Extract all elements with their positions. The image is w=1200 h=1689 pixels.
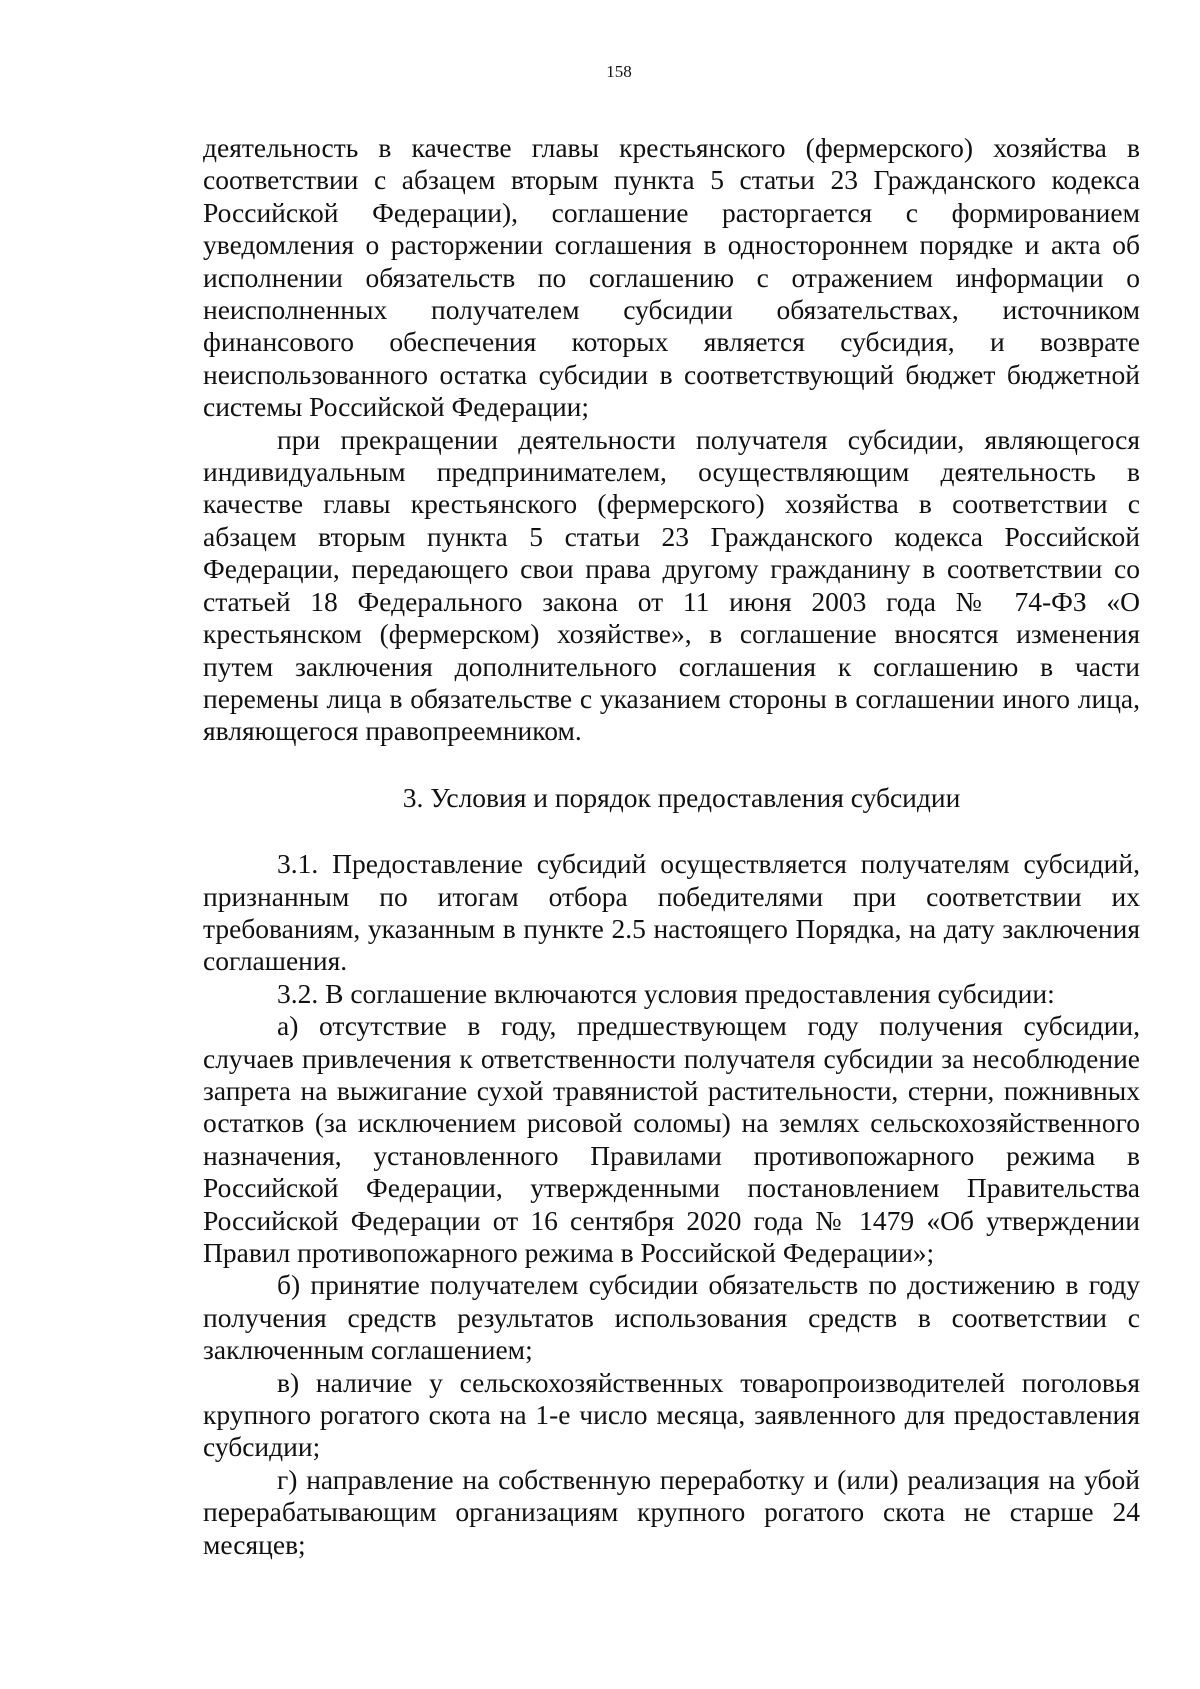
paragraph-condition-b: б) принятие получателем субсидии обязательств по достижению в году получения средств результатов использования средств в соответствии с заключенным соглашением; bbox=[203, 1269, 1140, 1366]
page-number: 158 bbox=[606, 62, 632, 81]
paragraph-condition-a: а) отсутствие в году, предшествующем году получения субсидии, случаев привлечения к ответственности получателя субсидии за несоблюдение запрета на выжигание сухой травянистой растительности, стерни, пожнивных остатков (за исключением рисовой соломы) на землях сельскохозяйственного назначения, установленного Правилами противопожарного режима в Российской Федерации, утвержденными постановлением Правительства Российской Федерации от 16 сентября 2020 года № 1479 «Об утверждении Правил противопожарного режима в Российской Федерации»; bbox=[203, 1010, 1140, 1268]
paragraph-3-1: 3.1. Предоставление субсидий осуществляется получателям субсидий, признанным по итогам отбора победителями при соответствии их требованиям, указанным в пункте 2.5 настоящего Порядка, на дату заключения соглашения. bbox=[203, 848, 1140, 977]
section-heading: 3. Условия и порядок предоставления субсидии bbox=[402, 781, 961, 813]
paragraph-3-2: 3.2. В соглашение включаются условия предоставления субсидии: bbox=[277, 977, 1055, 1009]
paragraph-continuation: деятельность в качестве главы крестьянского (фермерского) хозяйства в соответствии с абзацем вторым пункта 5 статьи 23 Гражданского кодекса Российской Федерации), соглашение расторгается с формированием уведомления о расторжении соглашения в одностороннем порядке и акта об исполнении обязательств по соглашению с отражением информации о неисполненных получателем субсидии обязательствах, источником финансового обеспечения которых является субсидия, и возврате неиспользованного остатка субсидии в соответствующий бюджет бюджетной системы Российской Федерации; bbox=[203, 132, 1140, 423]
paragraph-successor: при прекращении деятельности получателя субсидии, являющегося индивидуальным предпринимателем, осуществляющим деятельность в качестве главы крестьянского (фермерского) хозяйства в соответствии с абзацем вторым пункта 5 статьи 23 Гражданского кодекса Российской Федерации, передающего свои права другому гражданину в соответствии со статьей 18 Федерального закона от 11 июня 2003 года № 74-ФЗ «О крестьянском (фермерском) хозяйстве», в соглашение вносятся изменения путем заключения дополнительного соглашения к соглашению в части перемены лица в обязательстве с указанием стороны в соглашении иного лица, являющегося правопреемником. bbox=[203, 423, 1140, 747]
paragraph-condition-v: в) наличие у сельскохозяйственных товаропроизводителей поголовья крупного рогатого скота на 1-е число месяца, заявленного для предоставления субсидии; bbox=[203, 1366, 1140, 1463]
document-body bbox=[203, 132, 1140, 1561]
paragraph-condition-g: г) направление на собственную переработку и (или) реализация на убой перерабатывающим организациям крупного рогатого скота не старше 24 месяцев; bbox=[203, 1463, 1140, 1560]
